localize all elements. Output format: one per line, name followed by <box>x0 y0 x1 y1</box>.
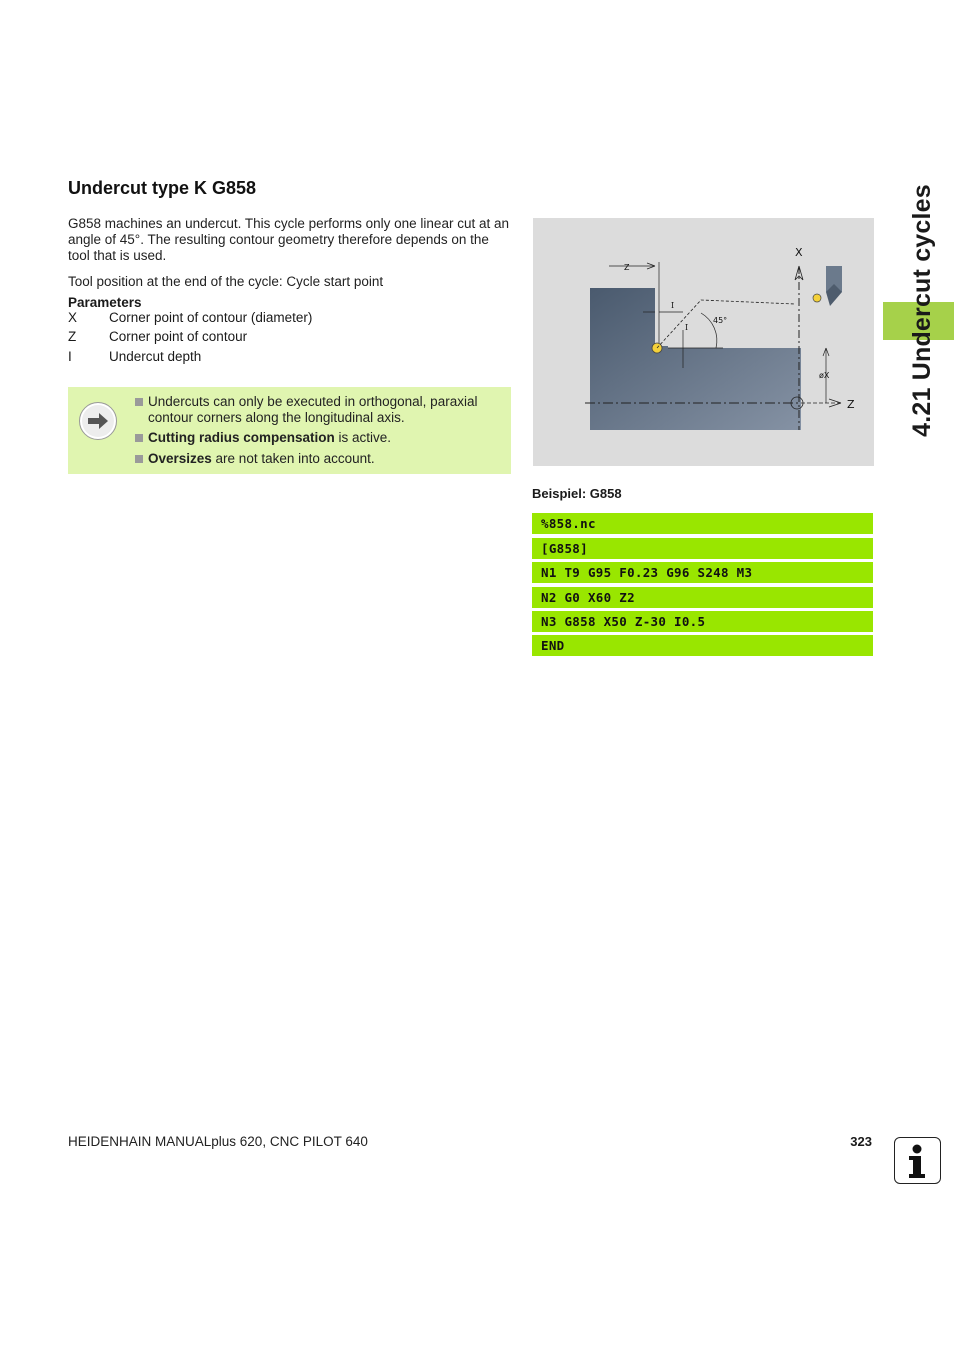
arrow-right-icon <box>79 402 117 440</box>
code-line: [G858] <box>532 538 873 559</box>
parameter-symbol: X <box>68 310 78 325</box>
code-line: END <box>532 635 873 656</box>
note-item: Cutting radius compensation is active. <box>135 430 505 446</box>
angle-label: 45° <box>713 316 728 325</box>
parameter-description: Undercut depth <box>109 349 202 364</box>
i-horizontal-label: I <box>671 301 675 310</box>
z-axis-label: Z <box>847 398 855 411</box>
note-item: Undercuts can only be executed in orthogonal, paraxial contour corners along the longitudinal axis. <box>135 394 505 426</box>
x-axis-label: X <box>795 246 803 259</box>
z-dimension-label: Z <box>624 263 630 272</box>
section-heading: Undercut type K G858 <box>68 178 257 198</box>
code-line: N3 G858 X50 Z-30 I0.5 <box>532 611 873 632</box>
footer-text: HEIDENHAIN MANUALplus 620, CNC PILOT 640 <box>68 1134 368 1149</box>
parameter-symbol: I <box>68 349 72 364</box>
code-line: %858.nc <box>532 513 873 534</box>
parameter-description: Corner point of contour <box>109 329 248 344</box>
parameter-description: Corner point of contour (diameter) <box>109 310 313 325</box>
tool-insert <box>813 294 821 302</box>
intro-paragraph: G858 machines an undercut. This cycle performs only one linear cut at an angle of 45°. The resulting contour geometry therefore depends on the tool that is used. <box>68 216 509 263</box>
page-number: 323 <box>850 1134 872 1149</box>
bullet-icon <box>135 455 143 463</box>
code-line: N1 T9 G95 F0.23 G96 S248 M3 <box>532 562 873 583</box>
example-label: Beispiel: G858 <box>532 486 622 501</box>
parameter-symbol: Z <box>68 329 77 344</box>
parameters-title: Parameters <box>68 295 142 310</box>
chapter-title: 4.21 Undercut cycles <box>907 183 936 437</box>
info-icon <box>894 1137 941 1184</box>
diameter-label: øX <box>819 371 830 380</box>
i-vertical-label: I <box>685 323 689 332</box>
bullet-icon <box>135 398 143 406</box>
bullet-icon <box>135 434 143 442</box>
note-item: Oversizes are not taken into account. <box>135 451 505 467</box>
workpiece <box>590 288 801 430</box>
code-line: N2 G0 X60 Z2 <box>532 587 873 608</box>
undercut-diagram <box>533 218 874 466</box>
tool-position-text: Tool position at the end of the cycle: Cycle start point <box>68 274 384 289</box>
